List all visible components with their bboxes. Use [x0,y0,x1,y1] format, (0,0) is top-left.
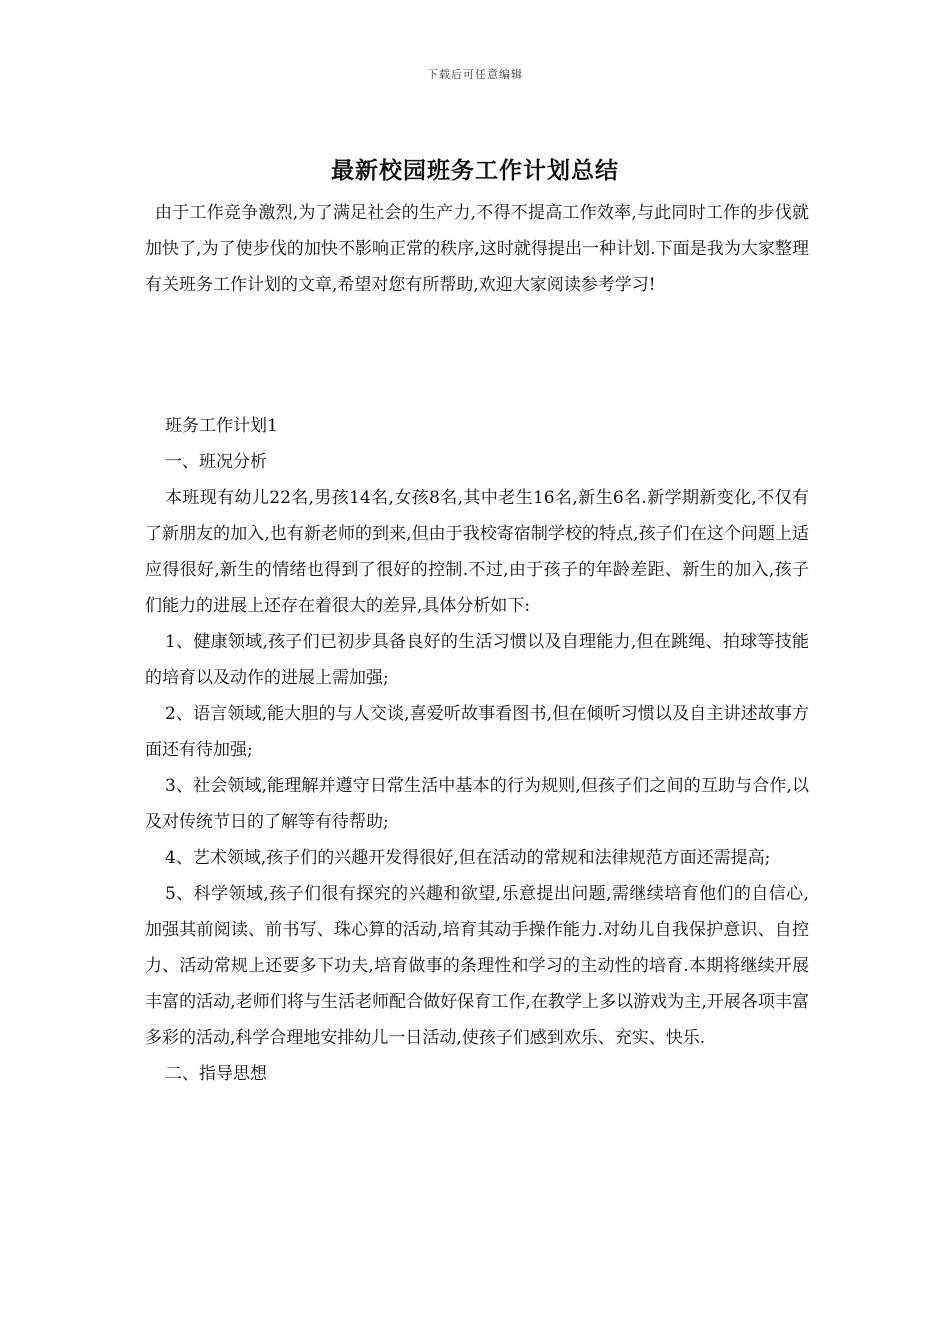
section1-paragraph: 本班现有幼儿22名,男孩14名,女孩8名,其中老生16名,新生6名.新学期新变化,不仅有了新朋友的加入,也有新老师的到来,但由于我校寄宿制学校的特点,孩子们在这个问题上适应得很好,新生的情绪也得到了很好的控制.不过,由于孩子的年龄差距、新生的加入,孩子们能力的进展上还存在着很大的差异,具体分析如下: [145,488,809,616]
list-item-language: 2、语言领域,能大胆的与人交谈,喜爱听故事看图书,但在倾听习惯以及自主讲述故事方面还有待加强; [145,704,809,760]
section2-heading: 二、指导思想 [165,1064,267,1084]
plan-heading: 班务工作计划1 [165,416,278,436]
list-item-social: 3、社会领域,能理解并遵守日常生活中基本的行为规则,但孩子们之间的互助与合作,以及对传统节日的了解等有待帮助; [145,776,809,832]
intro-section [145,195,809,303]
header-note: 下载后可任意编辑 [427,68,523,81]
plan-body [145,408,809,1092]
list-item-health: 1、健康领域,孩子们已初步具备良好的生活习惯以及自理能力,但在跳绳、拍球等技能的培育以及动作的进展上需加强; [145,632,809,688]
list-item-art: 4、艺术领域,孩子们的兴趣开发得很好,但在活动的常规和法律规范方面还需提高; [165,848,771,868]
section1-heading: 一、班况分析 [165,452,267,472]
list-item-science: 5、科学领域,孩子们很有探究的兴趣和欲望,乐意提出问题,需继续培育他们的自信心,加强其前阅读、前书写、珠心算的活动,培育其动手操作能力.对幼儿自我保护意识、自控力、活动常规上还要多下功夫,培育做事的条理性和学习的主动性的培育.本期将继续开展丰富的活动,老师们将与生活老师配合做好保育工作,在教学上多以游戏为主,开展各项丰富多彩的活动,科学合理地安排幼儿一日活动,使孩子们感到欢乐、充实、快乐. [145,884,809,1048]
intro-paragraph: 由于工作竞争激烈,为了满足社会的生产力,不得不提高工作效率,与此同时工作的步伐就加快了,为了使步伐的加快不影响正常的秩序,这时就得提出一种计划.下面是我为大家整理有关班务工作计划的文章,希望对您有所帮助,欢迎大家阅读参考学习! [145,203,809,295]
document-title: 最新校园班务工作计划总结 [331,157,619,184]
